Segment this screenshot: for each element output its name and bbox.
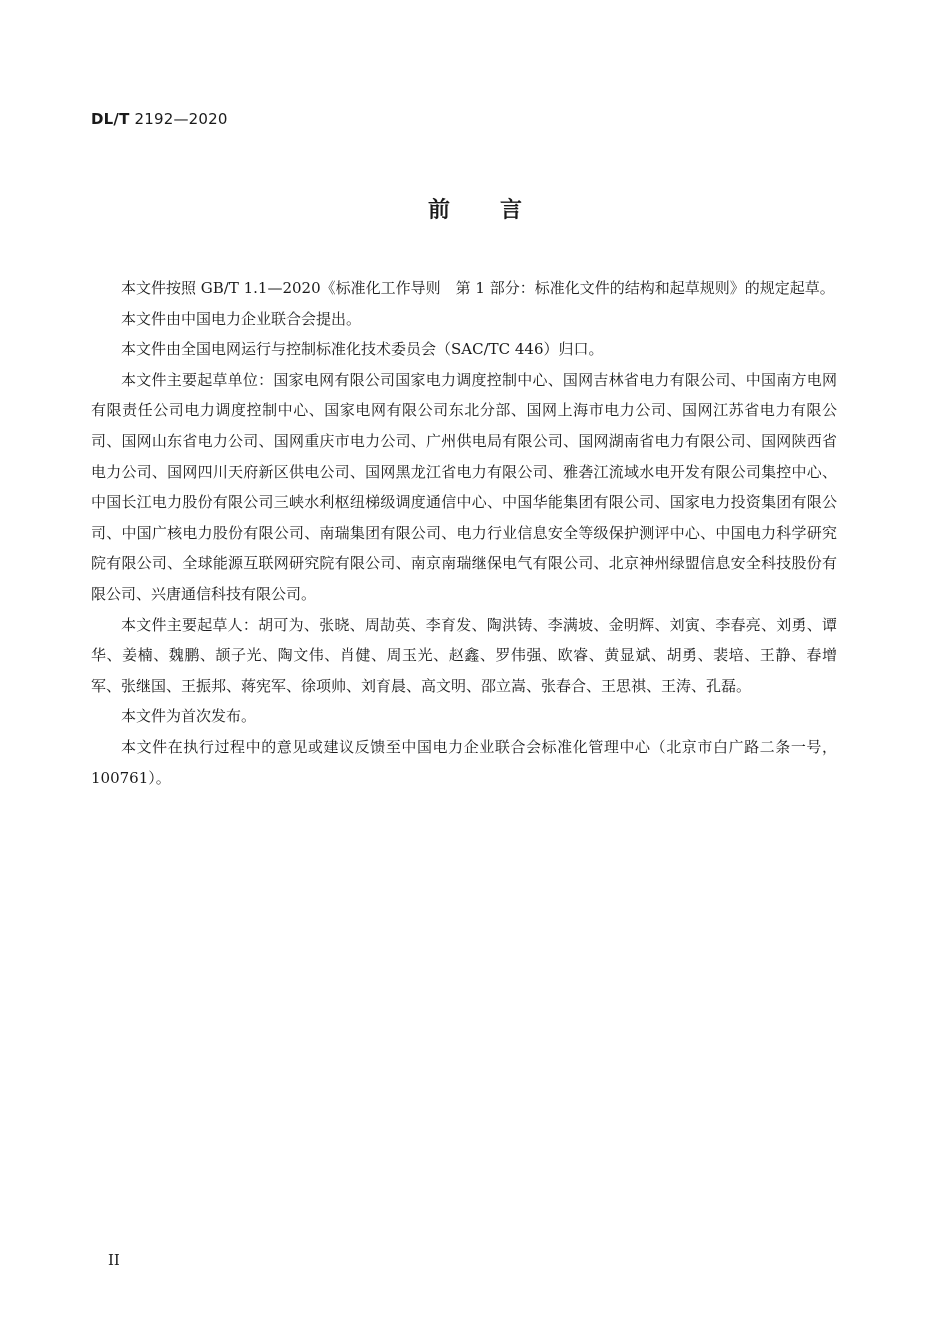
- paragraph-first-release: 本文件为首次发布。: [121, 707, 257, 726]
- standard-number: 2192—2020: [134, 110, 228, 128]
- paragraph-drafters: 本文件主要起草人：胡可为、张晓、周劼英、李育发、陶洪铸、李满坡、金明辉、刘寅、李春亮、刘勇、谭华、姜楠、魏鹏、颉子光、陶文伟、肖健、周玉光、赵鑫、罗伟强、欧睿、黄显斌、胡勇、裴培、王静、春增军、张继国、王振邦、蒋宪军、徐项帅、刘育晨、高文明、邵立嵩、张春合、王思祺、王涛、孔磊。: [91, 615, 837, 695]
- paragraph-drafting-units: 本文件主要起草单位：国家电网有限公司国家电力调度控制中心、国网吉林省电力有限公司、中国南方电网有限责任公司电力调度控制中心、国家电网有限公司东北分部、国网上海市电力公司、国网江苏省电力有限公司、国网山东省电力公司、国网重庆市电力公司、广州供电局有限公司、国网湖南省电力有限公司、国网陕西省电力公司、国网四川天府新区供电公司、国网黑龙江省电力有限公司、雅砻江流域水电开发有限公司集控中心、中国长江电力股份有限公司三峡水利枢纽梯级调度通信中心、中国华能集团有限公司、国家电力投资集团有限公司、中国广核电力股份有限公司、南瑞集团有限公司、电力行业信息安全等级保护测评中心、中国电力科学研究院有限公司、全球能源互联网研究院有限公司、南京南瑞继保电气有限公司、北京神州绿盟信息安全科技股份有限公司、兴唐通信科技有限公司。: [91, 370, 837, 603]
- paragraph-proposer: 本文件由中国电力企业联合会提出。: [121, 309, 362, 328]
- standard-code: [91, 110, 228, 128]
- paragraph-committee: 本文件由全国电网运行与控制标准化技术委员会（SAC/TC 446）归口。: [121, 340, 604, 359]
- paragraph-drafting-rules: 本文件按照 GB/T 1.1—2020《标准化工作导则 第 1 部分：标准化文件的结构和起草规则》的规定起草。: [121, 279, 835, 297]
- paragraph-feedback: 本文件在执行过程中的意见或建议反馈至中国电力企业联合会标准化管理中心（北京市白广路二条一号，100761）。: [91, 737, 837, 787]
- standard-prefix: DL/T: [91, 110, 130, 128]
- page-title: 前言: [427, 198, 572, 223]
- foreword-body: [91, 273, 837, 793]
- page-number: II: [108, 1251, 120, 1269]
